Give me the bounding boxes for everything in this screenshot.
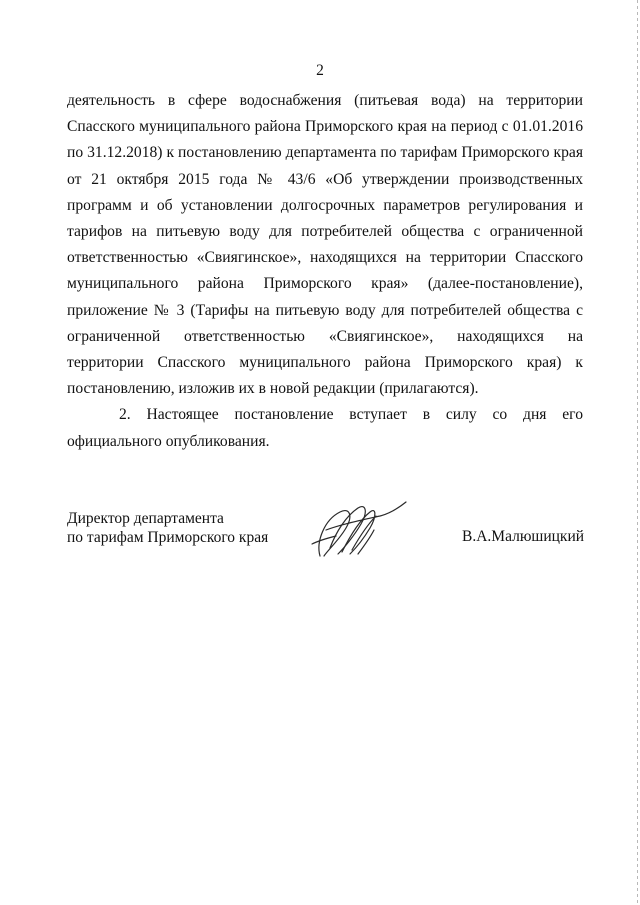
position-line-2: по тарифам Приморского края: [67, 529, 269, 546]
position-line-1: Директор департамента: [67, 510, 224, 527]
scan-edge: [637, 0, 638, 905]
signatory-position: [67, 509, 268, 547]
paragraph-continuation: деятельность в сфере водоснабжения (питьевая вода) на территории Спасского муниципального района Приморского края на период с 01.01.2016 по 31.12.2018) к постановлению департамента по тарифам Приморского края от 21 октября 2015 года № 43/6 «Об утверждении производственных программ и об установлении долгосрочных параметров регулирования и тарифов на питьевую воду для потребителей общества с ограниченной ответственностью «Свиягинское», находящихся на территории Спасского муниципального района Приморского края» (далее-постановление), приложение № 3 (Тарифы на питьевую воду для потребителей общества с ограниченной ответственностью «Свиягинское», находящихся на территории Спасского муниципального района Приморского края) к постановлению, изложив их в новой редакции (прилагаются).: [67, 92, 583, 398]
page-number: 2: [316, 62, 324, 79]
paragraph-item-2: 2. Настоящее постановление вступает в силу со дня его официального опубликования.: [67, 406, 583, 450]
document-body: [67, 88, 583, 455]
signatory-name: В.А.Малюшицкий: [462, 528, 585, 545]
handwritten-signature: [306, 490, 416, 570]
